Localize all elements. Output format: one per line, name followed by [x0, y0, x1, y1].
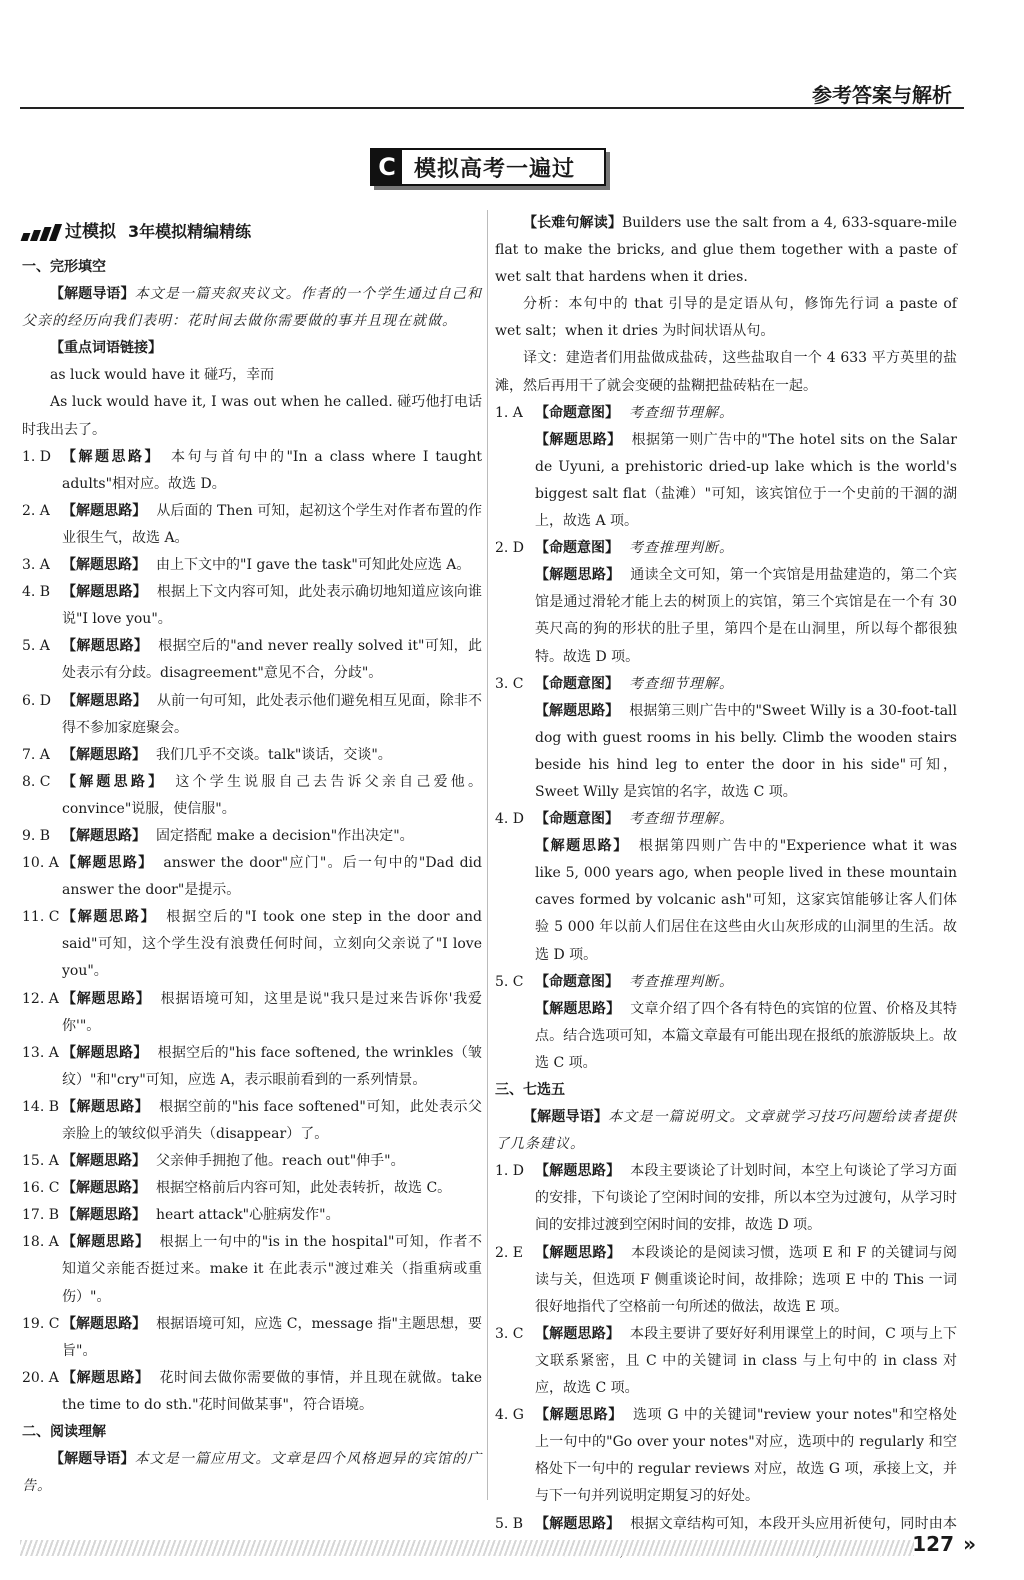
right-column [495, 210, 957, 1565]
answer-detail [495, 833, 957, 968]
answer-text: 本段谈论的是阅读习惯，选项 E 和 F 的关键词与阅读与关，但选项 F 侧重谈论时间，故排除；选项 E 中的 This 一词很好地指代了空格前一句所述的做法，故选 E 项。 [535, 1244, 957, 1315]
guide2-paragraph: 【解题导语】本文是一篇应用文。文章是四个风格迥异的宾馆的广告。 [22, 1451, 483, 1495]
heading-main: 过模拟 [65, 222, 116, 242]
answer-item [22, 1365, 482, 1419]
header-title: 参考答案与解析 [812, 83, 952, 107]
analysis: 分析：本句中的 that 引导的是定语从句，修饰先行词 a paste of wet salt；when it dries 为时间状语从句。 [495, 296, 957, 340]
intent-tag: 【命题意图】 [535, 540, 619, 557]
answer-item [495, 1511, 957, 1565]
answer-item [22, 579, 482, 633]
intent-text: 考查细节理解。 [629, 811, 734, 828]
heading-sub: 3年模拟精编精练 [128, 222, 252, 241]
answer-text: 根据文章结构可知，本段开头应用祈使句，同时由本 [630, 1515, 958, 1532]
answer-tag: 【解题思路】 [535, 1515, 621, 1532]
answer-number: 20. A [22, 1369, 59, 1386]
answer-body [535, 1511, 957, 1565]
answer-body [62, 1040, 482, 1094]
answer-tag: 【解题思路】 [535, 838, 629, 855]
answer-tag: 【解题思路】 [535, 1244, 622, 1261]
answer-item [495, 400, 957, 427]
answer-number: 11. C [22, 909, 60, 926]
answer-detail [495, 562, 957, 670]
answer-body [62, 986, 482, 1040]
guide-paragraph: 【解题导语】本文是一篇夹叙夹议文。作者的一个学生通过自己和父亲的经历向我们表明：花时间去做你需要做的事并且现在就做。 [22, 286, 483, 330]
answer-item [22, 633, 482, 687]
answer-tag: 【解题思路】 [62, 827, 146, 844]
answer-tag: 【解题思路】 [62, 1153, 146, 1170]
answer-item [22, 498, 482, 552]
answer-spacer [495, 833, 535, 968]
answer-text: 这个学生说服自己去告诉父亲自己爱他。convince"说服，使信服"。 [62, 773, 483, 817]
answer-body [535, 427, 957, 535]
answer-tag: 【解题思路】 [62, 1207, 146, 1224]
answer-body [535, 833, 957, 968]
answer-item [495, 1158, 957, 1239]
answer-tag: 【解题思路】 [62, 692, 147, 709]
vocab-line-2: As luck would have it, I was out when he called. 碰巧他打电话时我出去了。 [22, 394, 482, 438]
answer-number: 1. D [495, 1163, 525, 1180]
answer-tag: 【解题思路】 [62, 1180, 146, 1197]
left-heading [22, 210, 482, 254]
answer-text: 由上下文中的"I gave the task"可知此处应选 A。 [156, 557, 471, 574]
answer-body [535, 562, 957, 670]
answer-text: 根据空后的"and never really solved it"可知，此处表示有分歧。disagreement"意见不合，分歧"。 [62, 638, 482, 682]
part2-title: 二、阅读理解 [22, 1424, 106, 1441]
footer-strip [20, 1540, 914, 1556]
answer-number: 2. A [22, 502, 50, 519]
intent-tag: 【命题意图】 [535, 811, 619, 828]
answer-text: 根据空后的"I took one step in the door and said"可知，这个学生没有浪费任何时间，立刻向父亲说了"I love you"。 [62, 909, 483, 980]
cloze-answers [22, 444, 482, 1419]
long-sentence: 【长难句解读】Builders use the salt from a 4, 633-square-mile flat to make the bricks, and glue them together with a paste of wet salt that hardens when it dries. [495, 215, 957, 286]
answer-number: 9. B [22, 827, 51, 844]
answer-tag: 【解题思路】 [535, 1325, 621, 1342]
reading-answers [495, 400, 957, 1077]
answer-tag: 【解题思路】 [62, 773, 166, 790]
answer-number: 1. A [495, 404, 523, 421]
answer-body [62, 742, 482, 769]
next-arrow-icon: » [963, 1532, 976, 1556]
answer-tag: 【解题思路】 [62, 502, 147, 519]
intent-tag: 【命题意图】 [535, 404, 619, 421]
answer-intent [535, 400, 957, 427]
answer-tag: 【解题思路】 [62, 855, 154, 872]
answer-spacer [495, 427, 535, 535]
answer-spacer [495, 996, 535, 1077]
answer-text: 根据上下文内容可知，此处表示确切地知道应该向谁说"I love you"。 [62, 584, 483, 628]
answer-text: 选项 G 中的关键词"review your notes"和空格处上一句中的"Go over your notes"对应，选项中的 regularly 和空格处下一句中的 regular reviews 对应，故选 G 项，承接上文，并与下一句并列说明定期复习的好处。 [535, 1407, 958, 1505]
answer-text: 本句与首句中的"In a class where I taught adults"相对应。故选 D。 [62, 448, 482, 492]
answer-number: 4. G [495, 1407, 524, 1424]
intent-text: 考查推理判断。 [629, 540, 734, 557]
answer-text: 根据上一句中的"is in the hospital"可知，作者不知道父亲能否挺过来。make it 在此表示"渡过难关（指重病或重伤）"。 [62, 1234, 482, 1305]
answer-text: answer the door"应门"。后一句中的"Dad did answer the door"是提示。 [62, 855, 482, 899]
answer-text: 根据语境可知，应选 C，message 指"主题思想，要旨"。 [62, 1315, 483, 1359]
intent-tag: 【命题意图】 [535, 973, 619, 990]
section-letter: C [372, 150, 402, 184]
answer-text: 固定搭配 make a decision"作出决定"。 [156, 827, 414, 844]
answer-text: 花时间去做你需要做的事情，并且现在就做。take the time to do sth."花时间做某事"，符合语境。 [62, 1369, 483, 1413]
answer-body [62, 579, 482, 633]
answer-text: 本段主要讲了要好好利用课堂上的时间，C 项与上下文联系紧密，且 C 中的关键词 in class 与上句中的 in class 对应，故选 C 项。 [535, 1325, 958, 1397]
answer-text: 从后面的 Then 可知，起初这个学生对作者布置的作业很生气，故选 A。 [62, 502, 483, 546]
answer-tag: 【解题思路】 [62, 1369, 150, 1386]
answer-body [62, 444, 482, 498]
answer-intent [535, 806, 957, 833]
section-title: 模拟高考一遍过 [414, 156, 576, 182]
answer-detail [495, 698, 957, 806]
answer-body [62, 552, 482, 579]
answer-item [22, 850, 482, 904]
answer-body [62, 823, 482, 850]
answer-body [62, 1094, 482, 1148]
answer-spacer [495, 562, 535, 670]
answer-item [495, 1240, 957, 1321]
answer-body [62, 1311, 482, 1365]
answer-body [535, 1321, 957, 1402]
answer-text: 根据空后的"his face softened, the wrinkles（皱纹）"和"cry"可知，应选 A，表示眼前看到的一系列情景。 [62, 1044, 482, 1088]
answer-tag: 【解题思路】 [62, 990, 151, 1007]
answer-body [535, 698, 957, 806]
answer-text: 父亲伸手拥抱了他。reach out"伸手"。 [156, 1153, 405, 1170]
answer-number: 18. A [22, 1234, 59, 1251]
answer-number: 7. A [22, 746, 50, 763]
answer-text: 根据第三则广告中的"Sweet Willy is a 30-foot-tall dog with guest rooms in his belly. Climb the wooden stairs beside his hind leg to enter the door in his side"可知，Sweet Willy 是宾馆的名字，故选 C 项。 [535, 702, 958, 800]
answer-item [495, 1321, 957, 1402]
answer-body [62, 1229, 482, 1310]
answer-number: 5. A [22, 638, 50, 655]
answer-number: 13. A [22, 1044, 59, 1061]
answer-text: 根据空前的"his face softened"可知，此处表示父亲脸上的皱纹似乎消失（disappear）了。 [62, 1098, 482, 1142]
answer-number: 4. D [495, 811, 525, 828]
answer-item [22, 1148, 482, 1175]
answer-tag: 【解题思路】 [62, 557, 146, 574]
answer-item [495, 969, 957, 996]
answer-body [535, 996, 957, 1077]
answer-item [495, 535, 957, 562]
answer-tag: 【解题思路】 [535, 567, 621, 584]
answer-item [22, 1175, 482, 1202]
section-banner [370, 148, 606, 186]
answer-tag: 【解题思路】 [535, 431, 622, 448]
column-divider [487, 210, 488, 1500]
answer-item [495, 671, 957, 698]
answer-item [22, 1202, 482, 1229]
answer-number: 2. D [495, 540, 525, 557]
answer-number: 15. A [22, 1153, 59, 1170]
answer-item [22, 1229, 482, 1310]
answer-body [62, 1365, 482, 1419]
answer-item [22, 904, 482, 985]
answer-number: 19. C [22, 1315, 60, 1332]
answer-body [62, 1175, 482, 1202]
answer-intent [535, 535, 957, 562]
answer-number: 17. B [22, 1207, 60, 1224]
answer-number: 3. C [495, 1325, 524, 1342]
vocab-heading: 【重点词语链接】 [50, 340, 162, 357]
intent-tag: 【命题意图】 [535, 675, 619, 692]
answer-item [22, 1094, 482, 1148]
answer-tag: 【解题思路】 [62, 909, 157, 926]
answer-item [22, 1311, 482, 1365]
answer-item [495, 1402, 957, 1510]
answer-text: 本段主要谈论了计划时间，本空上句谈论了学习方面的安排，下句谈论了空闲时间的安排，所以本空为过渡句，从学习时间的安排过渡到空闲时间的安排，故选 D 项。 [535, 1163, 958, 1234]
answer-text: 通读全文可知，第一个宾馆是用盐建造的，第二个宾馆是通过滑轮才能上去的树顶上的宾馆，第三个宾馆是在一个有 30 英尺高的狗的形状的肚子里，第四个是在山洞里，所以每个都很独特。故选 D 项。 [535, 567, 958, 665]
answer-tag: 【解题思路】 [62, 448, 161, 465]
answer-intent [535, 969, 957, 996]
answer-item [22, 823, 482, 850]
answer-number: 8. C [22, 773, 51, 790]
answer-number: 1. D [22, 448, 52, 465]
answer-body [535, 1240, 957, 1321]
answer-text: 根据第一则广告中的"The hotel sits on the Salar de Uyuni, a prehistoric dried-up lake which is the world's biggest salt flat（盐滩）"可知，该宾馆位于一个史前的干涸的湖上，故选 A 项。 [535, 431, 957, 530]
answer-body [62, 498, 482, 552]
answer-tag: 【解题思路】 [62, 1098, 150, 1115]
seven-choice-answers [495, 1158, 957, 1564]
answer-number: 5. B [495, 1515, 524, 1532]
answer-body [62, 633, 482, 687]
answer-item [22, 444, 482, 498]
answer-text: 从前一句可知，此处表示他们避免相互见面，除非不得不参加家庭聚会。 [62, 692, 483, 736]
answer-item [22, 986, 482, 1040]
guide3-paragraph: 【解题导语】本文是一篇说明文。文章就学习技巧问题给读者提供了几条建议。 [495, 1109, 958, 1153]
answer-number: 5. C [495, 973, 524, 990]
answer-tag: 【解题思路】 [535, 1000, 621, 1017]
answer-spacer [495, 698, 535, 806]
heading-marks-icon [22, 224, 59, 241]
answer-item [22, 769, 482, 823]
answer-text: 我们几乎不交谈。talk"谈话，交谈"。 [156, 746, 392, 763]
answer-number: 2. E [495, 1244, 524, 1261]
answer-item [22, 552, 482, 579]
part3-title: 三、七选五 [495, 1082, 565, 1098]
intent-text: 考查推理判断。 [629, 973, 734, 990]
answer-detail [495, 427, 957, 535]
answer-detail [495, 996, 957, 1077]
answer-item [22, 1040, 482, 1094]
answer-tag: 【解题思路】 [62, 584, 147, 601]
intent-text: 考查细节理解。 [629, 404, 734, 421]
page-header [20, 75, 964, 109]
answer-number: 3. A [22, 557, 50, 574]
answer-tag: 【解题思路】 [535, 1407, 623, 1424]
answer-number: 6. D [22, 692, 52, 709]
answer-number: 14. B [22, 1098, 60, 1115]
answer-text: 根据第四则广告中的"Experience what it was like 5, 000 years ago, when people lived in these mountain caves formed by volcanic ash"可知，这家宾馆能够让客人们体验 5 000 年以前人们居住在这些由火山灰形成的山洞里的生活。故选 D 项。 [535, 838, 958, 963]
answer-tag: 【解题思路】 [535, 702, 620, 719]
answer-intent [535, 671, 957, 698]
left-column [22, 210, 482, 1500]
answer-number: 16. C [22, 1180, 60, 1197]
answer-body [62, 688, 482, 742]
answer-body [535, 1158, 957, 1239]
answer-body [62, 769, 482, 823]
answer-body [62, 904, 482, 985]
answer-number: 10. A [22, 855, 59, 872]
answer-item [22, 688, 482, 742]
answer-body [62, 1148, 482, 1175]
answer-number: 12. A [22, 990, 59, 1007]
vocab-line-1: as luck would have it 碰巧，幸而 [50, 367, 275, 384]
answer-item [22, 742, 482, 769]
answer-text: 文章介绍了四个各有特色的宾馆的位置、价格及其特点。结合选项可知，本篇文章最有可能出现在报纸的旅游版块上。故选 C 项。 [535, 1000, 958, 1071]
answer-text: 根据语境可知，这里是说"我只是过来告诉你'我爱你'"。 [62, 990, 482, 1034]
intent-text: 考查细节理解。 [629, 675, 734, 692]
answer-body [62, 850, 482, 904]
answer-number: 4. B [22, 584, 51, 601]
answer-tag: 【解题思路】 [62, 638, 149, 655]
translation: 译文：建造者们用盐做成盐砖，这些盐取自一个 4 633 平方英里的盐滩，然后再用干了就会变硬的盐糊把盐砖粘在一起。 [495, 350, 957, 394]
answer-tag: 【解题思路】 [535, 1163, 621, 1180]
answer-number: 3. C [495, 675, 524, 692]
answer-tag: 【解题思路】 [62, 746, 146, 763]
answer-body [535, 1402, 957, 1510]
answer-text: 根据空格前后内容可知，此处表转折，故选 C。 [156, 1180, 452, 1197]
answer-tag: 【解题思路】 [62, 1315, 147, 1332]
answer-tag: 【解题思路】 [62, 1044, 148, 1061]
answer-item [495, 806, 957, 833]
part1-title: 一、完形填空 [22, 259, 106, 275]
answer-body [62, 1202, 482, 1229]
page-number: 127 [912, 1532, 954, 1556]
answer-tag: 【解题思路】 [62, 1234, 150, 1251]
answer-text: heart attack"心脏病发作"。 [156, 1207, 340, 1224]
